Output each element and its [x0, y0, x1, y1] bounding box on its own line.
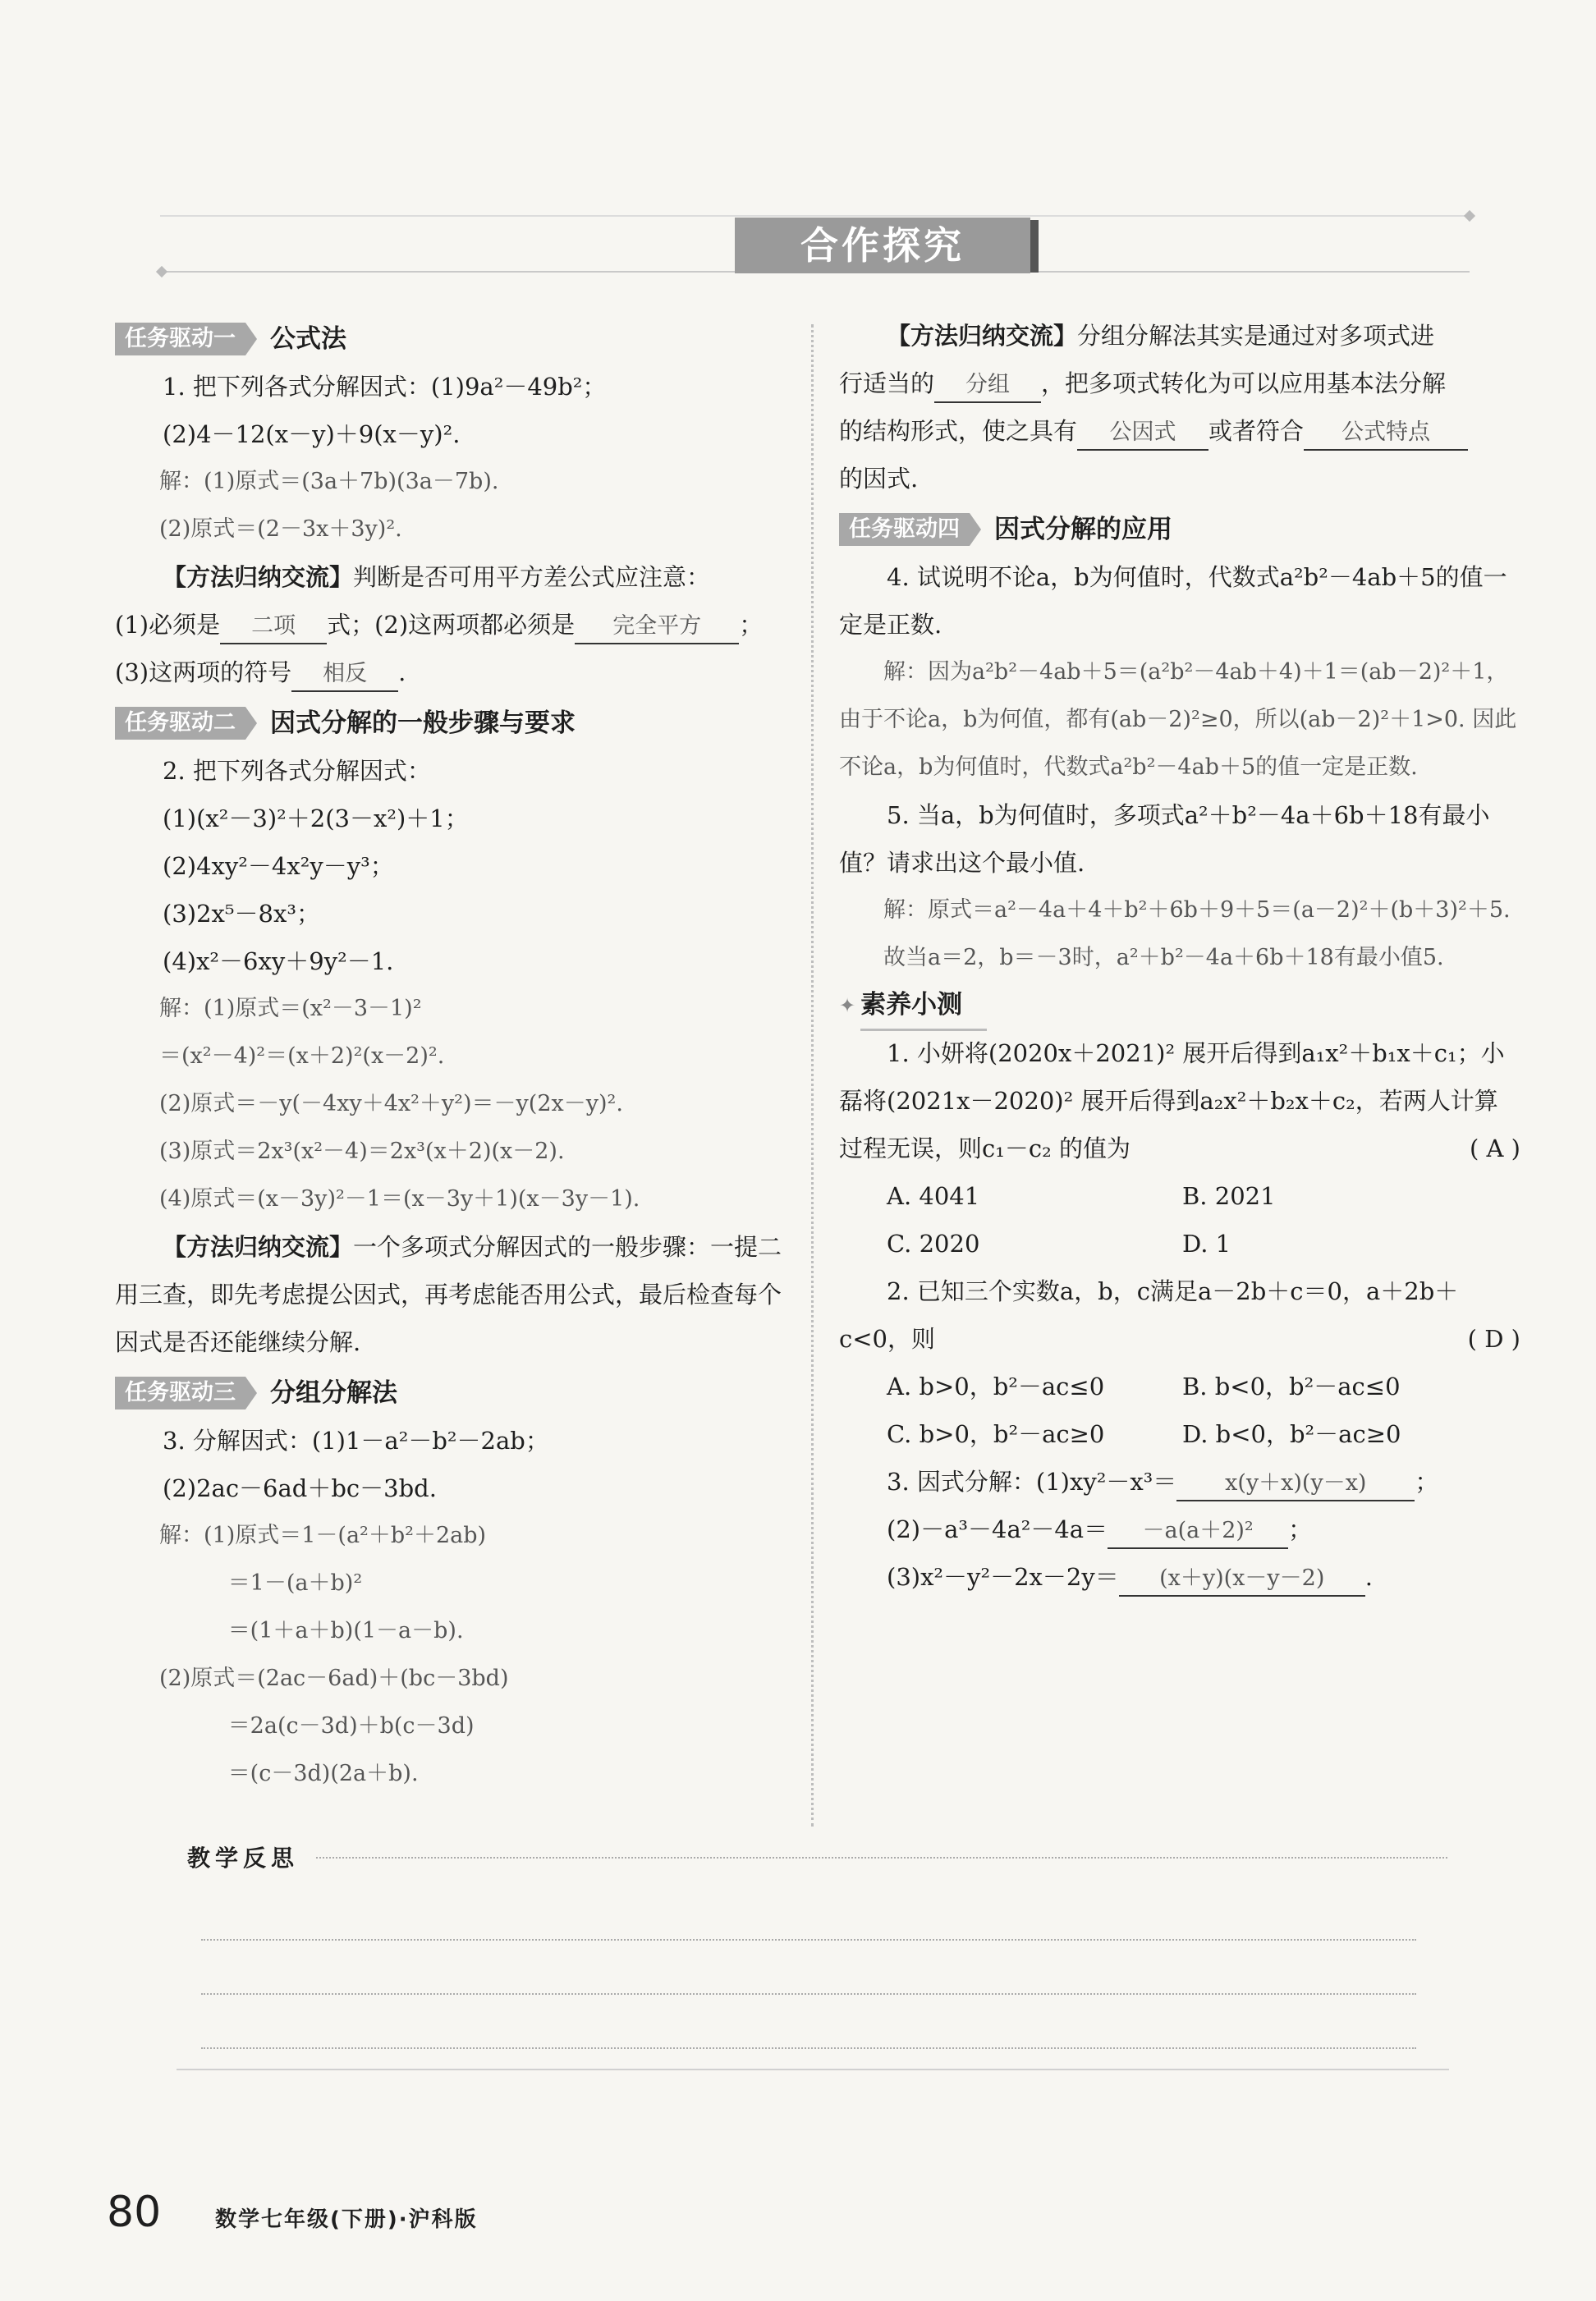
task-1-header — [115, 315, 792, 363]
option: D. b<0，b²－ac≥0 — [1182, 1420, 1401, 1448]
text: . — [398, 658, 406, 686]
diamond-icon — [1464, 210, 1475, 222]
quiz-question-3-3 — [839, 1553, 1520, 1601]
answer-paragraph: 故当a＝2，b＝－3时，a²＋b²－4a＋6b＋18有最小值5. — [883, 945, 1444, 970]
reflection-line — [201, 1939, 1416, 1941]
reflection-line — [201, 2047, 1416, 2049]
right-column — [839, 312, 1520, 1601]
answer-line: ＝(x²－4)²＝(x＋2)²(x－2)². — [159, 1043, 445, 1069]
answer-line: ＝(c－3d)(2a＋b). — [227, 1761, 419, 1786]
section-title: 合作探究 — [735, 218, 1030, 273]
task-title: 公式法 — [270, 324, 346, 354]
task-4-header — [839, 506, 1520, 553]
fill-blank: 相反 — [291, 658, 398, 692]
method-line — [115, 601, 792, 649]
answer-line: (2)原式＝(2－3x＋3y)². — [159, 516, 402, 542]
answer-line: (2)原式＝－y(－4xy＋4x²＋y²)＝－y(2x－y)². — [159, 1091, 623, 1116]
answer-line: 解：(1)原式＝1－(a²＋b²＋2ab) — [159, 1523, 487, 1548]
option: C. 2020 — [887, 1230, 980, 1258]
option-row — [839, 1410, 1520, 1458]
left-column — [115, 312, 792, 1798]
method-line — [115, 649, 792, 696]
text: (3)这两项的符号 — [115, 658, 292, 686]
method-tag: 【方法归纳交流】 — [887, 322, 1078, 350]
book-title: 数学七年级(下册)·沪科版 — [215, 2207, 478, 2232]
task-title: 因式分解的一般步骤与要求 — [270, 708, 576, 738]
choice-answer: ( D ) — [1467, 1325, 1520, 1353]
question-item: (2)4xy²－4x²y－y³； — [163, 852, 394, 880]
answer-line: 解：(1)原式＝(3a＋7b)(3a－7b). — [159, 469, 499, 494]
question-4: 4. 试说明不论a，b为何值时，代数式a²b²－4ab＋5的值一定是正数. — [839, 563, 1507, 639]
quiz-question-3 — [839, 1458, 1520, 1506]
method-line: 的因式. — [839, 465, 919, 493]
answer-line: ＝1－(a＋b)² — [227, 1570, 363, 1596]
option: D. 1 — [1182, 1230, 1231, 1258]
text: (3)x²－y²－2x－2y＝ — [887, 1563, 1119, 1591]
fill-blank: 二项 — [220, 610, 327, 644]
banner-rule-top — [160, 215, 1470, 217]
fill-blank: －a(a＋2)² — [1108, 1515, 1288, 1549]
text: 或者符合 — [1208, 417, 1305, 445]
task-tag: 任务驱动二 — [115, 707, 245, 740]
task-tag: 任务驱动三 — [115, 1377, 245, 1409]
quiz-question-3-2 — [839, 1506, 1520, 1553]
text: ； — [1288, 1515, 1313, 1543]
text: 式；(2)这两项都必须是 — [327, 611, 576, 639]
answer-line: ＝(1＋a＋b)(1－a－b). — [227, 1618, 464, 1643]
question-item: (4)x²－6xy＋9y²－1. — [163, 947, 394, 975]
column-divider — [811, 324, 814, 1827]
question-3b: (2)2ac－6ad＋bc－3bd. — [163, 1474, 437, 1502]
task-title: 分组分解法 — [270, 1378, 397, 1408]
option-row — [839, 1172, 1520, 1220]
text: (1)必须是 — [115, 611, 221, 639]
question-item: (1)(x²－3)²＋2(3－x²)＋1； — [163, 804, 469, 832]
task-3-header — [115, 1369, 792, 1417]
fill-blank: 公因式 — [1077, 416, 1208, 451]
question-item: (3)2x⁵－8x³； — [163, 900, 320, 928]
text: 行适当的 — [839, 369, 935, 397]
method-line — [839, 407, 1520, 455]
question-5: 5. 当a，b为何值时，多项式a²＋b²－4a＋6b＋18有最小值？请求出这个最小值. — [839, 801, 1490, 877]
page-number: 80 — [107, 2188, 162, 2237]
option-row — [839, 1220, 1520, 1267]
task-2-header — [115, 699, 792, 747]
quiz-question-2 — [839, 1267, 1520, 1363]
answer-paragraph: 解：因为a²b²－4ab＋5＝(a²b²－4ab＋4)＋1＝(ab－2)²＋1，由于不论a，b为何值，都有(ab－2)²≥0，所以(ab－2)²＋1>0. 因此不论a，b为何值时，代数式a²b²－4ab＋5的值一定是正数. — [839, 659, 1517, 780]
option: A. b>0，b²－ac≤0 — [887, 1373, 1105, 1400]
question-text: 1. 小妍将(2020x＋2021)² 展开后得到a₁x²＋b₁x＋c₁；小磊将(2021x－2020)² 展开后得到a₂x²＋b₂x＋c₂，若两人计算过程无误，则c₁－c₂ 的值为 — [839, 1039, 1505, 1162]
star-icon: ✦ — [839, 994, 856, 1017]
text: 3. 因式分解：(1)xy²－x³＝ — [887, 1468, 1177, 1496]
option: A. 4041 — [887, 1182, 980, 1210]
text: . — [1364, 1563, 1373, 1591]
method-summary — [839, 312, 1520, 360]
fill-blank: 公式特点 — [1304, 416, 1468, 451]
answer-paragraph: 解：原式＝a²－4a＋4＋b²＋6b＋9＋5＝(a－2)²＋(b＋3)²＋5. — [883, 897, 1511, 923]
quiz-title: 素养小测 — [860, 981, 987, 1031]
option-row — [839, 1363, 1520, 1410]
question-1b: (2)4－12(x－y)＋9(x－y)². — [163, 420, 461, 448]
choice-answer: ( A ) — [1469, 1134, 1520, 1162]
option: B. b<0，b²－ac≤0 — [1182, 1373, 1401, 1400]
question-text: 2. 已知三个实数a，b，c满足a－2b＋c＝0，a＋2b＋c<0，则 — [839, 1277, 1459, 1353]
reflection-line — [201, 1993, 1416, 1995]
reflection-border — [177, 2069, 1449, 2070]
answer-line: (4)原式＝(x－3y)²－1＝(x－3y＋1)(x－3y－1). — [159, 1186, 640, 1212]
text: ； — [739, 611, 764, 639]
quiz-question-1 — [839, 1029, 1520, 1172]
text: ； — [1415, 1468, 1439, 1496]
method-text: 判断是否可用平方差公式应注意： — [353, 563, 711, 591]
question-1: 1. 把下列各式分解因式：(1)9a²－49b²； — [163, 373, 607, 401]
fill-blank: x(y＋x)(y－x) — [1176, 1467, 1415, 1501]
text: ，把多项式转化为可以应用基本法分解 — [1041, 369, 1447, 397]
text: (2)－a³－4a²－4a＝ — [887, 1515, 1108, 1543]
task-tag: 任务驱动一 — [115, 323, 245, 355]
fill-blank: 分组 — [934, 369, 1041, 403]
option: C. b>0，b²－ac≥0 — [887, 1420, 1105, 1448]
method-summary — [115, 1223, 792, 1366]
option: B. 2021 — [1182, 1182, 1276, 1210]
fill-blank: 完全平方 — [575, 610, 739, 644]
method-tag: 【方法归纳交流】 — [163, 563, 354, 591]
answer-line: 解：(1)原式＝(x²－3－1)² — [159, 996, 422, 1021]
question-3: 3. 分解因式：(1)1－a²－b²－2ab； — [163, 1427, 549, 1455]
text: 的结构形式，使之具有 — [839, 417, 1078, 445]
answer-line: (2)原式＝(2ac－6ad)＋(bc－3bd) — [159, 1666, 509, 1691]
method-text: 分组分解法其实是通过对多项式进 — [1077, 322, 1435, 350]
quiz-header — [839, 982, 1520, 1029]
method-line — [839, 360, 1520, 407]
question-2: 2. 把下列各式分解因式： — [163, 757, 431, 785]
reflection-label: 教学反思 — [187, 1845, 300, 1872]
banner-bar — [1030, 220, 1039, 273]
method-text: 一个多项式分解因式的一般步骤：一提二用三查，即先考虑提公因式，再考虑能否用公式，最后检查每个因式是否还能继续分解. — [115, 1233, 782, 1356]
fill-blank: (x＋y)(x－y－2) — [1119, 1562, 1365, 1597]
task-tag: 任务驱动四 — [839, 513, 970, 546]
method-summary — [115, 553, 792, 601]
reflection-rule — [316, 1857, 1447, 1859]
task-title: 因式分解的应用 — [994, 515, 1172, 544]
answer-line: ＝2a(c－3d)＋b(c－3d) — [227, 1713, 475, 1739]
method-tag: 【方法归纳交流】 — [163, 1233, 354, 1261]
diamond-icon — [156, 266, 167, 277]
answer-line: (3)原式＝2x³(x²－4)＝2x³(x＋2)(x－2). — [159, 1139, 565, 1164]
